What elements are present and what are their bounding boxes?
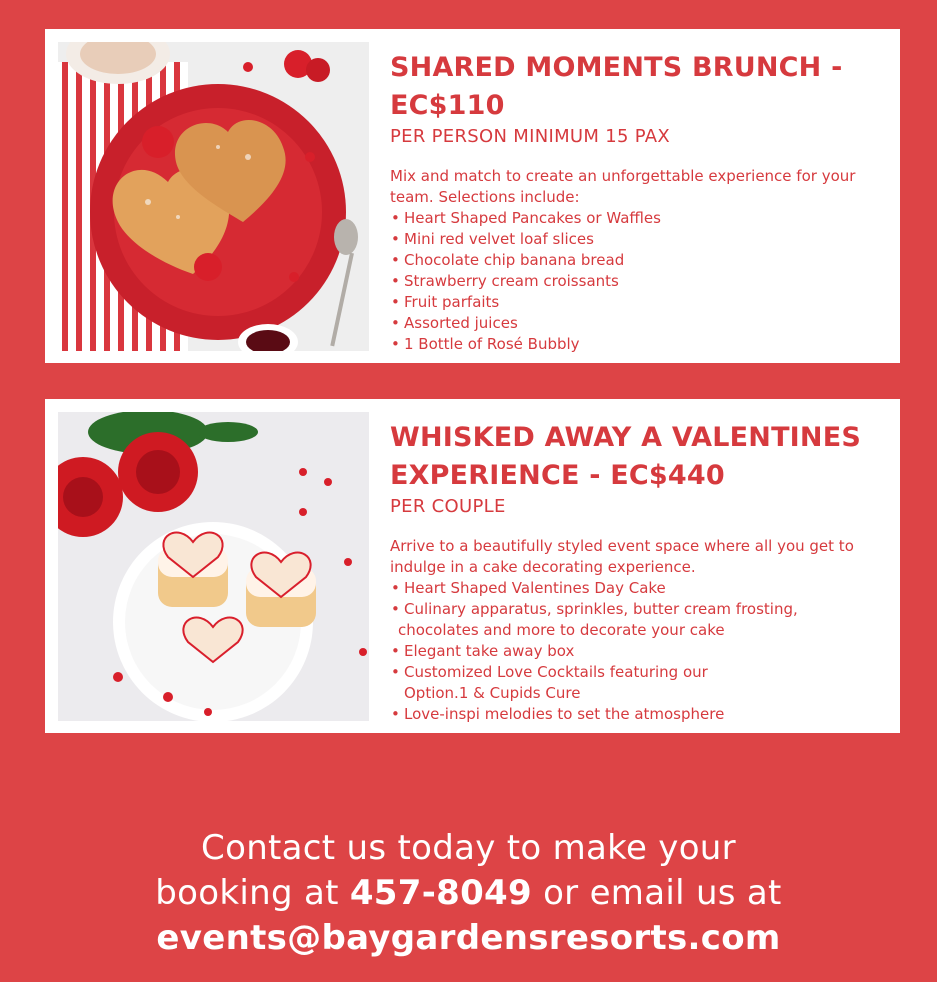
- list-item: • Chocolate chip banana bread: [390, 250, 886, 271]
- list-item: • Culinary apparatus, sprinkles, butter cream frosting,: [390, 599, 886, 620]
- offer-card-brunch: [45, 29, 900, 363]
- contact-line-2: [0, 871, 937, 916]
- list-item: • Mini red velvet loaf slices: [390, 229, 886, 250]
- offer-subtitle: PER COUPLE: [390, 496, 506, 517]
- list-item: • Customized Love Cocktails featuring our: [390, 662, 886, 683]
- list-item-continued: Option.1 & Cupids Cure: [404, 684, 581, 702]
- brunch-photo: [58, 42, 369, 351]
- offer-items-list: [390, 208, 886, 355]
- offer-title: WHISKED AWAY A VALENTINES EXPERIENCE - EC$440: [390, 422, 862, 491]
- valentines-cake-photo: [58, 412, 369, 721]
- list-item: • Love-inspi melodies to set the atmosphere: [390, 704, 886, 725]
- offer-description: Mix and match to create an unforgettable experience for your team. Selections include:: [390, 167, 856, 206]
- contact-block: [0, 826, 937, 961]
- list-item: • Elegant take away box: [390, 641, 886, 662]
- offer-subtitle: PER PERSON MINIMUM 15 PAX: [390, 126, 671, 147]
- offer-title: SHARED MOMENTS BRUNCH - EC$110: [390, 52, 843, 121]
- contact-line-1: Contact us today to make your: [201, 828, 736, 868]
- offer-items-list: [390, 578, 886, 725]
- list-item: • Strawberry cream croissants: [390, 271, 886, 292]
- list-item: • Assorted juices: [390, 313, 886, 334]
- contact-line-2-prefix: booking at: [155, 873, 339, 913]
- email-link[interactable]: events@baygardensresorts.com: [156, 918, 781, 958]
- list-item: • Heart Shaped Pancakes or Waffles: [390, 208, 886, 229]
- phone-number[interactable]: 457-8049: [349, 873, 532, 913]
- contact-line-2-suffix: or email us at: [543, 873, 782, 913]
- list-item: • Fruit parfaits: [390, 292, 886, 313]
- list-item: • 1 Bottle of Rosé Bubbly: [390, 334, 886, 355]
- list-item: • Heart Shaped Valentines Day Cake: [390, 578, 886, 599]
- offer-card-valentines: [45, 399, 900, 733]
- offer-description: Arrive to a beautifully styled event space where all you get to indulge in a cake decorating experience.: [390, 537, 854, 576]
- list-item-continued: chocolates and more to decorate your cake: [398, 621, 725, 639]
